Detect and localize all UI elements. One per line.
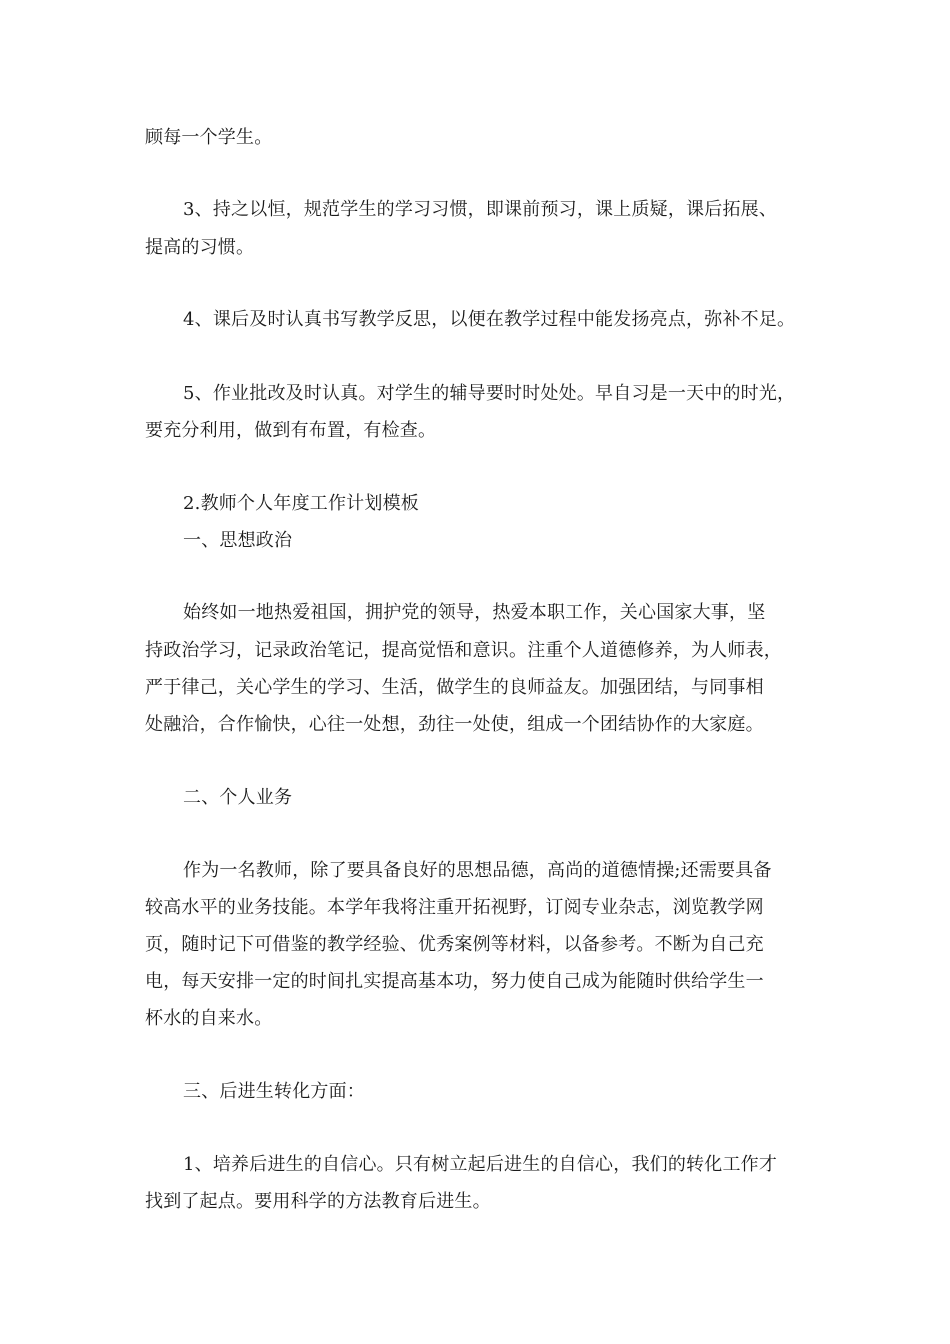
paragraph-line: 较高水平的业务技能。本学年我将注重开拓视野，订阅专业杂志，浏览教学网 — [145, 897, 764, 918]
paragraph-line: 作为一名教师，除了要具备良好的思想品德，高尚的道德情操;还需要具备 — [183, 860, 772, 881]
section-heading: 三、后进生转化方面： — [183, 1081, 365, 1102]
paragraph-line: 要充分利用，做到有布置，有检查。 — [145, 420, 437, 441]
section-title: 2.教师个人年度工作计划模板 — [183, 493, 419, 514]
paragraph-line: 杯水的自来水。 — [145, 1008, 273, 1029]
paragraph-line: 提高的习惯。 — [145, 237, 255, 258]
paragraph-line: 持政治学习，记录政治笔记，提高觉悟和意识。注重个人道德修养，为人师表， — [145, 640, 782, 661]
paragraph-line: 找到了起点。要用科学的方法教育后进生。 — [145, 1191, 491, 1212]
paragraph-line: 3、持之以恒，规范学生的学习习惯，即课前预习，课上质疑，课后拓展、 — [183, 199, 778, 220]
paragraph-line: 4、课后及时认真书写教学反思，以便在教学过程中能发扬亮点，弥补不足。 — [183, 309, 796, 330]
paragraph-line: 电，每天安排一定的时间扎实提高基本功，努力使自己成为能随时供给学生一 — [145, 971, 764, 992]
section-heading: 二、个人业务 — [183, 787, 293, 808]
paragraph-line: 1、培养后进生的自信心。只有树立起后进生的自信心，我们的转化工作才 — [183, 1154, 778, 1175]
paragraph-line: 5、作业批改及时认真。对学生的辅导要时时处处。早自习是一天中的时光， — [183, 383, 796, 404]
paragraph-line: 顾每一个学生。 — [145, 127, 273, 148]
section-heading: 一、思想政治 — [183, 530, 293, 551]
paragraph-line: 处融洽，合作愉快，心往一处想，劲往一处使，组成一个团结协作的大家庭。 — [145, 714, 764, 735]
paragraph-line: 页，随时记下可借鉴的教学经验、优秀案例等材料，以备参考。不断为自己充 — [145, 934, 764, 955]
paragraph-line: 始终如一地热爱祖国，拥护党的领导，热爱本职工作，关心国家大事，坚 — [183, 602, 766, 623]
paragraph-line: 严于律己，关心学生的学习、生活，做学生的良师益友。加强团结，与同事相 — [145, 677, 764, 698]
